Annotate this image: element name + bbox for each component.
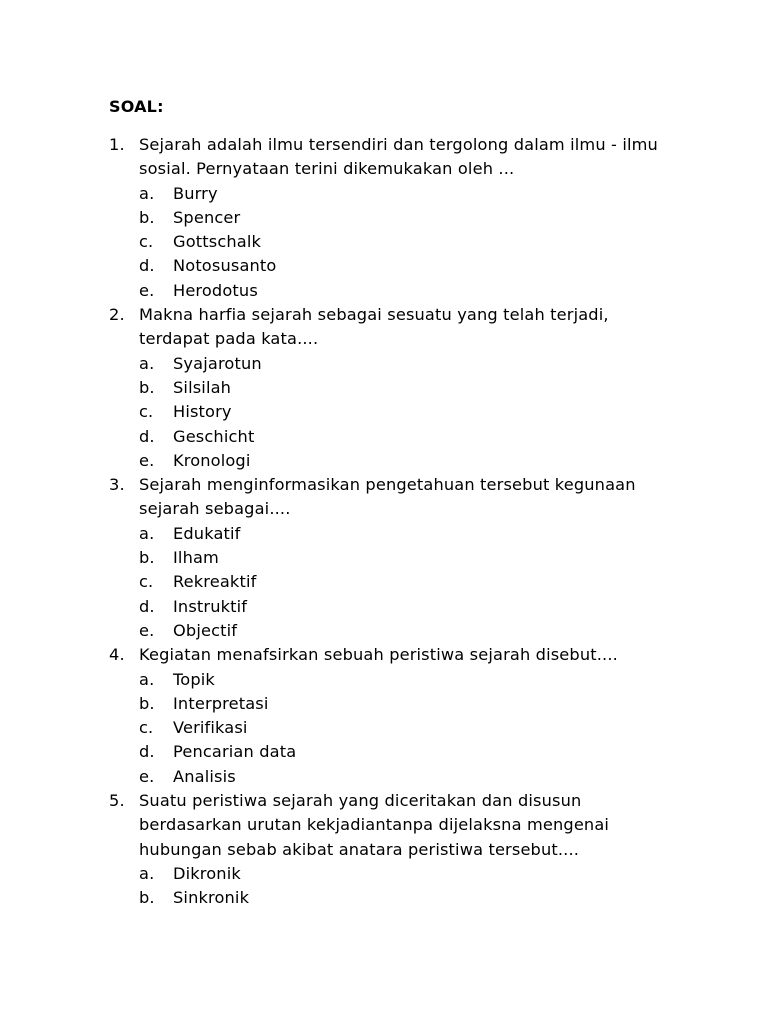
option-text: Notosusanto xyxy=(173,256,277,276)
question-number: 3. xyxy=(109,475,125,495)
option-letter: e. xyxy=(139,450,155,470)
option-item xyxy=(139,230,669,254)
option-text: Interpretasi xyxy=(173,693,269,713)
question-2 xyxy=(109,303,669,473)
option-letter: a. xyxy=(139,523,155,543)
question-text: Suatu peristiwa sejarah yang diceritakan dan disusun berdasarkan urutan kekjadiantanpa dijelaksna mengenai hubungan sebab akibat anatara peristiwa tersebut.... xyxy=(139,791,610,859)
option-letter: b. xyxy=(139,548,155,568)
option-text: Edukatif xyxy=(173,523,241,543)
option-letter: c. xyxy=(139,232,154,252)
question-1 xyxy=(109,133,669,303)
question-text: Makna harfia sejarah sebagai sesuatu yang telah terjadi, terdapat pada kata.... xyxy=(139,305,609,349)
option-text: Sinkronik xyxy=(173,888,250,908)
option-text: Analisis xyxy=(173,766,236,786)
option-letter: b. xyxy=(139,888,155,908)
option-text: Silsilah xyxy=(173,377,232,397)
option-item xyxy=(139,886,669,910)
option-letter: d. xyxy=(139,742,155,762)
option-item xyxy=(139,279,669,303)
option-text: Topik xyxy=(173,669,215,689)
option-letter: e. xyxy=(139,280,155,300)
option-list xyxy=(139,668,669,789)
option-item xyxy=(139,765,669,789)
document-heading: SOAL: xyxy=(109,97,164,116)
option-text: Verifikasi xyxy=(173,718,248,738)
option-text: Gottschalk xyxy=(173,232,262,252)
option-text: Pencarian data xyxy=(173,742,297,762)
option-item xyxy=(139,862,669,886)
option-item xyxy=(139,716,669,740)
question-number: 4. xyxy=(109,645,125,665)
question-list xyxy=(109,133,669,911)
option-letter: a. xyxy=(139,353,155,373)
question-number: 5. xyxy=(109,791,125,811)
question-number: 1. xyxy=(109,135,125,154)
option-letter: d. xyxy=(139,256,155,276)
option-list xyxy=(139,522,669,643)
option-item xyxy=(139,400,669,424)
option-letter: a. xyxy=(139,183,155,203)
question-text: Sejarah menginformasikan pengetahuan tersebut kegunaan sejarah sebagai.... xyxy=(139,475,636,519)
option-text: Dikronik xyxy=(173,863,241,883)
option-item xyxy=(139,206,669,230)
option-item xyxy=(139,740,669,764)
option-item xyxy=(139,522,669,546)
option-letter: c. xyxy=(139,572,154,592)
option-item xyxy=(139,692,669,716)
question-text: Kegiatan menafsirkan sebuah peristiwa sejarah disebut.... xyxy=(139,645,618,665)
option-text: Syajarotun xyxy=(173,353,262,373)
option-list xyxy=(139,862,669,911)
option-item xyxy=(139,376,669,400)
option-letter: a. xyxy=(139,669,155,689)
option-text: Rekreaktif xyxy=(173,572,257,592)
question-5 xyxy=(109,789,669,910)
option-item xyxy=(139,254,669,278)
option-letter: d. xyxy=(139,426,155,446)
option-list xyxy=(139,182,669,303)
option-text: Herodotus xyxy=(173,280,258,300)
option-item xyxy=(139,546,669,570)
option-text: Instruktif xyxy=(173,596,248,616)
option-text: Spencer xyxy=(173,207,241,227)
option-letter: d. xyxy=(139,596,155,616)
question-3 xyxy=(109,473,669,643)
option-item xyxy=(139,182,669,206)
question-4 xyxy=(109,643,669,789)
option-text: Geschicht xyxy=(173,426,255,446)
option-text: Objectif xyxy=(173,620,238,640)
option-list xyxy=(139,352,669,473)
option-item xyxy=(139,619,669,643)
option-text: History xyxy=(173,402,232,422)
option-letter: b. xyxy=(139,377,155,397)
option-text: Kronologi xyxy=(173,450,251,470)
option-text: Ilham xyxy=(173,548,219,568)
option-letter: a. xyxy=(139,863,155,883)
option-letter: b. xyxy=(139,693,155,713)
option-item xyxy=(139,425,669,449)
option-item xyxy=(139,352,669,376)
option-item xyxy=(139,449,669,473)
option-item xyxy=(139,595,669,619)
option-letter: c. xyxy=(139,402,154,422)
option-letter: e. xyxy=(139,620,155,640)
option-letter: e. xyxy=(139,766,155,786)
option-letter: b. xyxy=(139,207,155,227)
option-item xyxy=(139,668,669,692)
option-text: Burry xyxy=(173,183,218,203)
option-letter: c. xyxy=(139,718,154,738)
option-item xyxy=(139,570,669,594)
question-text: Sejarah adalah ilmu tersendiri dan tergolong dalam ilmu - ilmu sosial. Pernyataan terini dikemukakan oleh ... xyxy=(139,135,658,179)
question-number: 2. xyxy=(109,305,125,325)
